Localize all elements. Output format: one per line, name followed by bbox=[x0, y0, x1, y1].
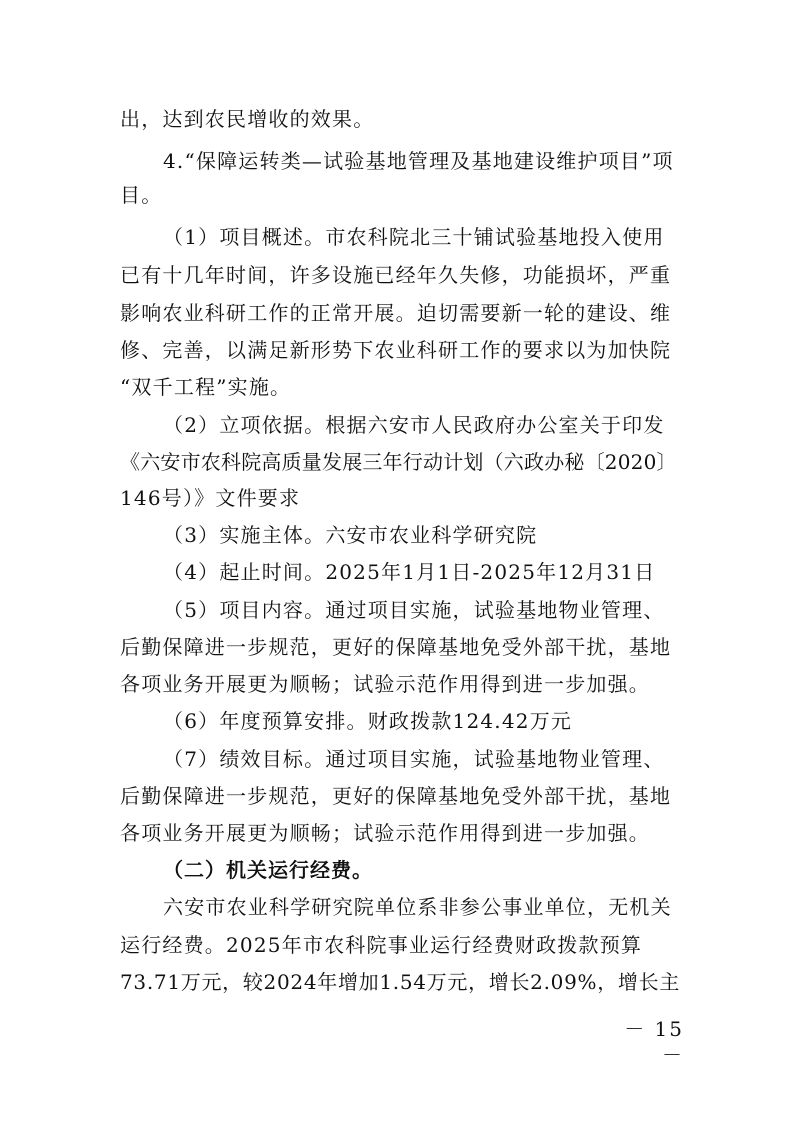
text-line: （1）项目概述。市农科院北三十铺试验基地投入使用 bbox=[163, 225, 665, 249]
text-line: 各项业务开展更为顺畅；试验示范作用得到进一步加强。 bbox=[120, 821, 650, 845]
text-line: 运行经费。2025年市农科院事业运行经费财政拨款预算 bbox=[120, 933, 643, 957]
text-line: （3）实施主体。六安市农业科学研究院 bbox=[163, 523, 538, 547]
text-line: 《六安市农科院高质量发展三年行动计划（六政办秘〔2020〕 bbox=[120, 450, 677, 474]
text-line: “双千工程”实施。 bbox=[120, 375, 292, 399]
text-line: 修、完善，以满足新形势下农业科研工作的要求以为加快院 bbox=[120, 338, 672, 362]
text-line: （7）绩效目标。通过项目实施，试验基地物业管理、 bbox=[163, 747, 665, 771]
text-line: 各项业务开展更为顺畅；试验示范作用得到进一步加强。 bbox=[120, 672, 650, 696]
text-line: 146号）》文件要求 bbox=[120, 486, 301, 510]
text-line: （6）年度预算安排。财政拨款124.42万元 bbox=[163, 709, 573, 733]
text-line: 后勤保障进一步规范，更好的保障基地免受外部干扰，基地 bbox=[120, 635, 672, 659]
text-line: 出，达到农民增收的效果。 bbox=[120, 107, 375, 131]
text-line: （2）立项依据。根据六安市人民政府办公室关于印发 bbox=[163, 413, 665, 437]
text-line: 后勤保障进一步规范，更好的保障基地免受外部干扰，基地 bbox=[120, 784, 672, 808]
text-line: 73.71万元，较2024年增加1.54万元，增长2.09%，增长主 bbox=[120, 970, 681, 994]
page-number: － 15 － bbox=[624, 1017, 684, 1067]
text-line: 目。 bbox=[120, 183, 163, 207]
section-heading-2: （二）机关运行经费。 bbox=[163, 858, 373, 882]
section-heading-item-4: 4.“保障运转类—试验基地管理及基地建设维护项目”项 bbox=[163, 149, 674, 173]
text-line: 已有十几年时间，许多设施已经年久失修，功能损坏，严重 bbox=[120, 263, 672, 287]
text-line: 影响农业科研工作的正常开展。迫切需要新一轮的建设、维 bbox=[120, 301, 672, 325]
text-line: 六安市农业科学研究院单位系非参公事业单位，无机关 bbox=[163, 895, 672, 919]
text-line: （4）起止时间。2025年1月1日-2025年12月31日 bbox=[163, 560, 656, 584]
text-line: （5）项目内容。通过项目实施，试验基地物业管理、 bbox=[163, 598, 665, 622]
